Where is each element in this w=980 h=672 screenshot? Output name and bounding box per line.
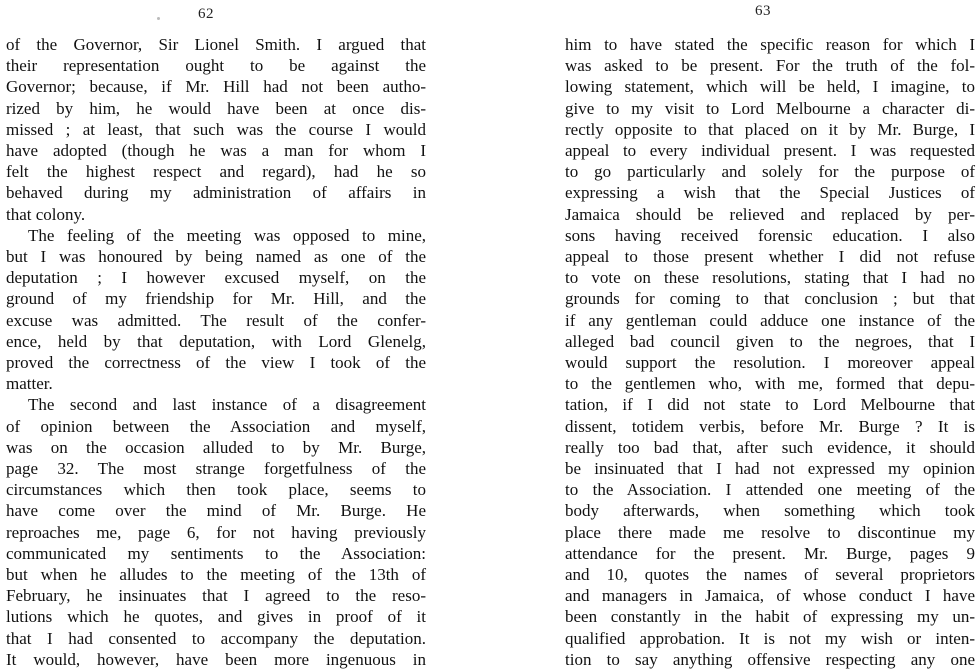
text-line: dissent, totidem verbis, before Mr. Burge ? It is	[565, 416, 975, 436]
text-line: their representation ought to be against the	[6, 56, 426, 76]
text-line: place there made me resolve to discontinue my	[565, 522, 975, 542]
text-line: ground of my friendship for Mr. Hill, and the	[6, 289, 426, 309]
right-page	[545, 0, 980, 672]
text-line: of the Governor, Sir Lionel Smith. I argued that	[6, 35, 426, 54]
text-line: grounds for coming to that conclusion ; but that	[565, 289, 975, 309]
text-line: been constantly in the habit of expressing my un-	[565, 607, 975, 627]
text-line: matter.	[6, 374, 53, 394]
text-line: to the Association. I attended one meeting of the	[565, 480, 975, 500]
text-line: Jamaica should be relieved and replaced by per-	[565, 204, 975, 224]
text-line: communicated my sentiments to the Association:	[6, 543, 426, 563]
text-line: appeal to those present whether I did not refuse	[565, 247, 975, 267]
text-line: tion to say anything offensive respecting any one	[565, 649, 975, 669]
text-line: but when he alludes to the meeting of the 13th of	[6, 565, 426, 585]
text-line: really too bad that, after such evidence, it should	[565, 437, 975, 457]
text-line: The feeling of the meeting was opposed to mine,	[28, 225, 426, 245]
text-line: The second and last instance of a disagreement	[28, 395, 426, 415]
text-line: excuse was admitted. The result of the confer-	[6, 310, 426, 330]
text-line: have come over the mind of Mr. Burge. He	[6, 501, 426, 521]
text-line: felt the highest respect and regard), had he so	[6, 162, 426, 182]
text-line: reproaches me, page 6, for not having previously	[6, 522, 426, 542]
text-line: page 32. The most strange forgetfulness of the	[6, 459, 426, 479]
text-line: qualified approbation. It is not my wish or inten-	[565, 628, 975, 648]
scan-speck	[157, 17, 160, 20]
text-line: but I was honoured by being named as one of the	[6, 247, 426, 267]
text-line: missed ; at least, that such was the course I would	[6, 119, 426, 139]
text-line: deputation ; I however excused myself, on the	[6, 268, 426, 288]
text-line: rectly opposite to that placed on it by Mr. Burge, I	[565, 119, 975, 139]
text-line: if any gentleman could adduce one instance of the	[565, 310, 975, 330]
right-page-text	[565, 34, 975, 670]
text-line: rized by him, he would have been at once dis-	[6, 98, 426, 118]
text-line: be insinuated that I had not expressed my opinion	[565, 459, 975, 479]
text-line: and 10, quotes the names of several proprietors	[565, 565, 975, 585]
text-line: and managers in Jamaica, of whose conduct I have	[565, 586, 975, 606]
text-line: behaved during my administration of affairs in	[6, 183, 426, 203]
text-line: February, he insinuates that I agreed to the reso-	[6, 586, 426, 606]
text-line: body afterwards, when something which took	[565, 501, 975, 521]
text-line: sons having received forensic education. I also	[565, 225, 975, 245]
text-line: Governor; because, if Mr. Hill had not been autho-	[6, 77, 426, 97]
text-line: to the gentlemen who, with me, formed that depu-	[565, 374, 975, 394]
text-line: him to have stated the specific reason for which I	[565, 35, 975, 54]
text-line: lowing statement, which will be held, I imagine, to	[565, 77, 975, 97]
left-page-text	[6, 34, 426, 670]
text-line: to go particularly and solely for the purpose of	[565, 162, 975, 182]
left-page	[0, 0, 440, 672]
text-line: would support the resolution. I moreover appeal	[565, 353, 975, 373]
text-line: attendance for the present. Mr. Burge, pages 9	[565, 543, 975, 563]
text-line: of opinion between the Association and myself,	[6, 416, 426, 436]
page-number-left: 62	[198, 6, 214, 22]
text-line: circumstances which then took place, seems to	[6, 480, 426, 500]
text-line: proved the correctness of the view I took of the	[6, 353, 426, 373]
text-line: expressing a wish that the Special Justices of	[565, 183, 975, 203]
text-line: was asked to be present. For the truth of the fol-	[565, 56, 975, 76]
text-line: tation, if I did not state to Lord Melbourne that	[565, 395, 975, 415]
page-number-right: 63	[755, 3, 771, 19]
text-line: was on the occasion alluded to by Mr. Burge,	[6, 437, 426, 457]
text-line: that I had consented to accompany the deputation.	[6, 628, 426, 648]
text-line: give to my visit to Lord Melbourne a character di-	[565, 98, 975, 118]
text-line: lutions which he quotes, and gives in proof of it	[6, 607, 426, 627]
text-line: that colony.	[6, 204, 86, 224]
text-line: ence, held by that deputation, with Lord Glenelg,	[6, 331, 426, 351]
text-line: It would, however, have been more ingenuous in	[6, 649, 426, 669]
text-line: to vote on these resolutions, stating that I had no	[565, 268, 975, 288]
text-line: appeal to every individual present. I was requested	[565, 141, 975, 161]
text-line: have adopted (though he was a man for whom I	[6, 141, 426, 161]
text-line: alleged bad council given to the negroes, that I	[565, 331, 975, 351]
